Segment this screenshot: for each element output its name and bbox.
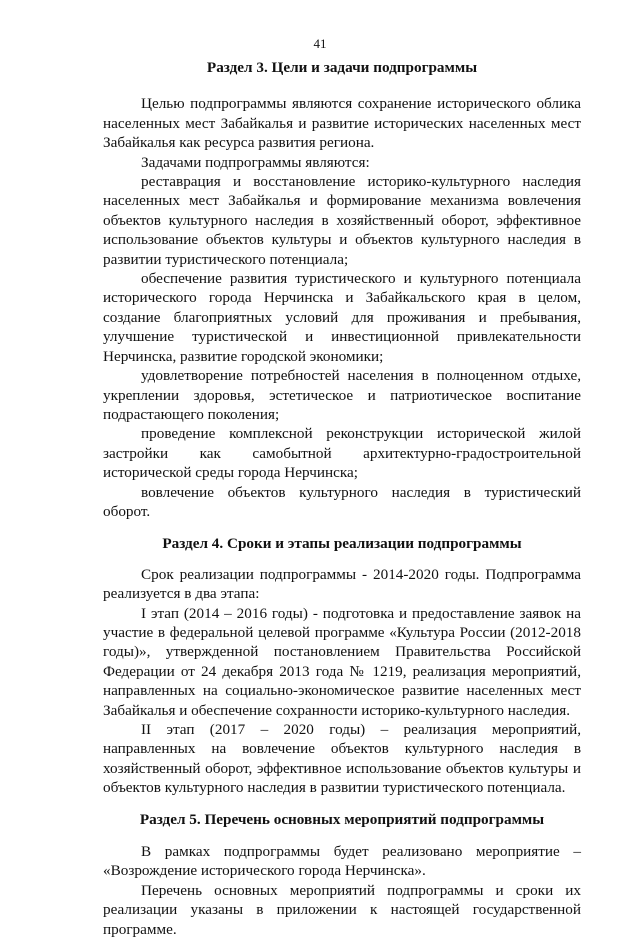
paragraph: Срок реализации подпрограммы - 2014-2020 годы. Подпрограмма реализуется в два этапа: — [103, 565, 581, 603]
page-number: 41 — [313, 36, 327, 51]
section-4-heading: Раздел 4. Сроки и этапы реализации подпрограммы — [162, 535, 522, 553]
section-5 — [103, 810, 581, 939]
list-item: удовлетворение потребностей населения в полноценном отдыхе, укреплении здоровья, эстетическое и патриотическое воспитание подрастающего поколения; — [103, 367, 581, 423]
section-3 — [103, 58, 581, 521]
section-4 — [103, 534, 581, 797]
list-item: вовлечение объектов культурного наследия в туристический оборот. — [103, 483, 581, 520]
section-3-heading: Раздел 3. Цели и задачи подпрограммы — [206, 59, 478, 76]
paragraph: Целью подпрограммы являются сохранение исторического облика населенных мест Забайкалья и развитие исторических населенных мест Забайкалья как ресурса развития региона. — [103, 95, 581, 152]
document-body — [103, 58, 581, 939]
list-item: реставрация и восстановление историко-культурного наследия населенных мест Забайкалья и формирование механизма вовлечения объектов культурного наследия в хозяйственный оборот, эффективное использование объектов культуры и объектов культурного наследия в развитии туристического потенциала; — [103, 173, 581, 268]
section-5-heading: Раздел 5. Перечень основных мероприятий подпрограммы — [139, 810, 545, 828]
paragraph: II этап (2017 – 2020 годы) – реализация мероприятий, направленных на вовлечение объектов культурного наследия в хозяйственный оборот, эффективное использование объектов культуры и объектов культурного наследия в развитии туристического потенциала. — [103, 721, 581, 797]
paragraph: Перечень основных мероприятий подпрограммы и сроки их реализации указаны в приложении к настоящей государственной программе. — [103, 881, 581, 938]
list-item: обеспечение развития туристического и культурного потенциала исторического города Нерчинска и Забайкальского края в целом, создание благоприятных условий для проживания и пребывания, улучшение туристической и инвестиционной привлекательности Нерчинска, развитие городской экономики; — [103, 270, 581, 365]
paragraph: В рамках подпрограммы будет реализовано мероприятие – «Возрождение исторического города Нерчинска». — [103, 843, 581, 880]
paragraph: Задачами подпрограммы являются: — [141, 153, 370, 171]
paragraph: I этап (2014 – 2016 годы) - подготовка и предоставление заявок на участие в федеральной целевой программе «Культура России (2012-2018 годы)», утвержденной постановлением Правительства Российской Федерации от 24 декабря 2013 года № 1219, реализация мероприятий, направленных на социально-экономическое развитие населенных мест Забайкалья и обеспечение сохранности историко-культурного наследия. — [103, 604, 581, 719]
list-item: проведение комплексной реконструкции исторической жилой застройки как самобытной архитектурно-градостроительной исторической среды города Нерчинска; — [103, 425, 581, 482]
